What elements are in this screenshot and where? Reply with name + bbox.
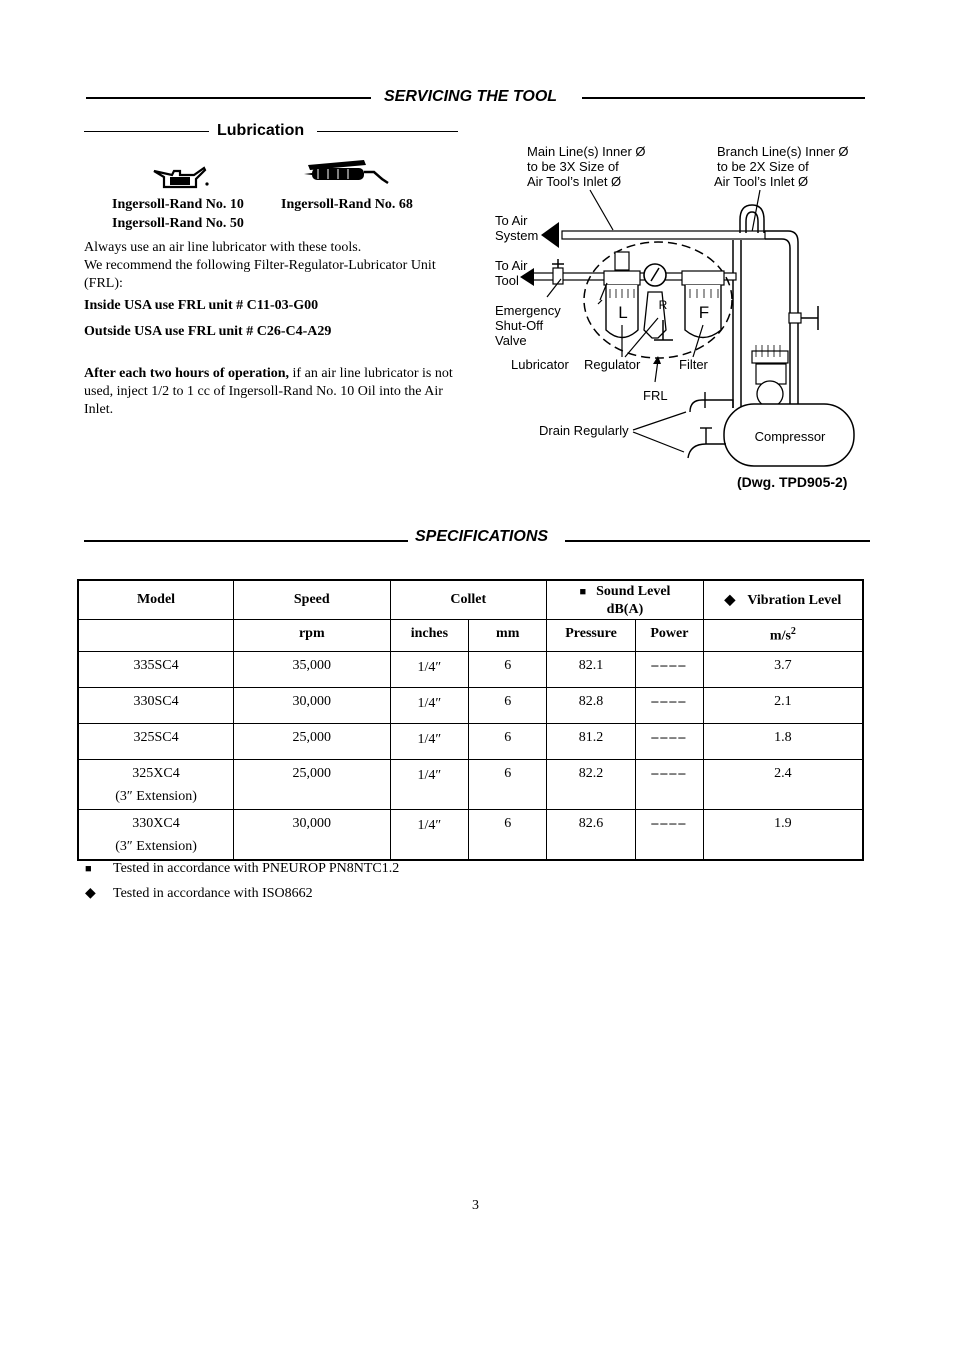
- cell-inches: 1/4″: [390, 810, 469, 861]
- cell-power: ––––: [635, 724, 703, 760]
- header-rule-right: [582, 97, 865, 99]
- cell-model: 325XC4 (3″ Extension): [78, 760, 234, 810]
- cell-pressure: 82.8: [547, 688, 636, 724]
- table-row: [78, 688, 863, 724]
- cell-mm: 6: [469, 724, 547, 760]
- cell-model: 335SC4: [78, 652, 234, 688]
- oil-can-icon: [150, 163, 212, 193]
- square-icon: ■: [579, 585, 587, 598]
- header-rule-left: [86, 97, 371, 99]
- frl-diagram: [480, 140, 870, 480]
- cell-vibration: 2.1: [703, 688, 863, 724]
- table-row: [78, 810, 863, 861]
- emergency-valve-label: Emergency Shut-Off Valve: [495, 303, 561, 348]
- specs-rule-right: [565, 540, 870, 542]
- oil-label-50: Ingersoll-Rand No. 50: [112, 216, 244, 231]
- unit-inches: inches: [390, 620, 469, 652]
- unit-model: [78, 620, 234, 652]
- specs-rule-left: [84, 540, 408, 542]
- frl-outside-usa: Outside USA use FRL unit # C26-C4-A29: [84, 324, 332, 339]
- cell-mm: 6: [469, 810, 547, 861]
- lubrication-para-1: Always use an air line lubricator with these tools.: [84, 240, 362, 255]
- specifications-table: [77, 579, 864, 861]
- unit-mm: mm: [469, 620, 547, 652]
- table-header-row: [78, 580, 863, 620]
- cell-power: ––––: [635, 652, 703, 688]
- section-title-specifications: SPECIFICATIONS: [415, 528, 549, 545]
- cell-inches: 1/4″: [390, 724, 469, 760]
- section-title-servicing: SERVICING THE TOOL: [384, 88, 558, 105]
- unit-speed: rpm: [234, 620, 390, 652]
- cell-speed: 35,000: [234, 652, 390, 688]
- drain-label: Drain Regularly: [539, 423, 629, 438]
- diagram-caption: (Dwg. TPD905-2): [737, 474, 848, 490]
- cell-pressure: 82.6: [547, 810, 636, 861]
- cell-model: 330SC4: [78, 688, 234, 724]
- oil-label-10: Ingersoll-Rand No. 10: [112, 197, 244, 212]
- cell-vibration: 1.9: [703, 810, 863, 861]
- lubricator-letter: L: [618, 303, 628, 322]
- table-row: [78, 652, 863, 688]
- diamond-icon: ◆: [724, 592, 736, 608]
- cell-inches: 1/4″: [390, 652, 469, 688]
- table-units-row: [78, 620, 863, 652]
- to-air-system-label: To Air System: [495, 213, 539, 243]
- cell-vibration: 3.7: [703, 652, 863, 688]
- after-operation-text: if an air line lubricator is not used, inject 1/2 to 1 cc of Ingersoll-Rand No. 10 Oil into the Air Inlet.: [84, 366, 453, 417]
- cell-pressure: 82.1: [547, 652, 636, 688]
- to-air-tool-label: To Air Tool: [495, 258, 528, 288]
- unit-power: Power: [635, 620, 703, 652]
- unit-vibration: $m/s^2$: [703, 620, 863, 652]
- frl-inside-usa: Inside USA use FRL unit # C11-03-G00: [84, 298, 319, 313]
- regulator-label: Regulator: [584, 357, 641, 372]
- cell-inches: 1/4″: [390, 688, 469, 724]
- cell-power: ––––: [635, 688, 703, 724]
- main-line-note: Main Line(s) Inner Ø to be 3X Size of Air Tool’s Inlet Ø: [527, 144, 646, 189]
- cell-vibration: 2.4: [703, 760, 863, 810]
- cell-pressure: 82.2: [547, 760, 636, 810]
- lubricator-label: Lubricator: [511, 357, 569, 372]
- branch-line-note: Branch Line(s) Inner Ø to be 2X Size of Air Tool’s Inlet Ø: [714, 144, 849, 189]
- cell-mm: 6: [469, 760, 547, 810]
- header-model: Model: [78, 580, 234, 620]
- header-collet: Collet: [390, 580, 547, 620]
- square-icon: ■: [85, 863, 92, 875]
- lubrication-para-2: We recommend the following Filter-Regulator-Lubricator Unit (FRL):: [84, 258, 436, 291]
- header-speed: Speed: [234, 580, 390, 620]
- footnote-iso: ◆ Tested in accordance with ISO8662: [85, 886, 313, 901]
- cell-model: 325SC4: [78, 724, 234, 760]
- after-operation-note: [84, 365, 456, 419]
- cell-mm: 6: [469, 652, 547, 688]
- cell-speed: 25,000: [234, 724, 390, 760]
- lubrication-rule-left: [84, 131, 209, 132]
- header-vibration-level: ◆ Vibration Level: [703, 580, 863, 620]
- cell-power: ––––: [635, 810, 703, 861]
- table-row: [78, 724, 863, 760]
- cell-speed: 30,000: [234, 688, 390, 724]
- cell-pressure: 81.2: [547, 724, 636, 760]
- table-row: [78, 760, 863, 810]
- cell-mm: 6: [469, 688, 547, 724]
- compressor-text: Compressor: [754, 429, 826, 444]
- cell-power: ––––: [635, 760, 703, 810]
- unit-pressure: Pressure: [547, 620, 636, 652]
- cell-speed: 30,000: [234, 810, 390, 861]
- lubrication-rule-right: [317, 131, 458, 132]
- filter-letter: F: [698, 303, 710, 322]
- cell-speed: 25,000: [234, 760, 390, 810]
- diamond-icon: ◆: [85, 886, 96, 901]
- filter-label: Filter: [679, 357, 708, 372]
- lubrication-title: Lubrication: [217, 122, 305, 139]
- frl-label: FRL: [643, 388, 668, 403]
- footnote-pneurop: ■ Tested in accordance with PNEUROP PN8NTC1.2: [85, 861, 400, 876]
- header-sound-level: ■ Sound Level dB(A): [547, 580, 704, 620]
- page-number: 3: [472, 1198, 479, 1213]
- cell-model: 330XC4 (3″ Extension): [78, 810, 234, 861]
- after-operation-bold: After each two hours of operation,: [84, 366, 290, 381]
- grease-label-68: Ingersoll-Rand No. 68: [281, 197, 413, 212]
- cell-vibration: 1.8: [703, 724, 863, 760]
- cell-inches: 1/4″: [390, 760, 469, 810]
- regulator-letter: R: [658, 298, 668, 312]
- grease-gun-icon: [304, 157, 390, 187]
